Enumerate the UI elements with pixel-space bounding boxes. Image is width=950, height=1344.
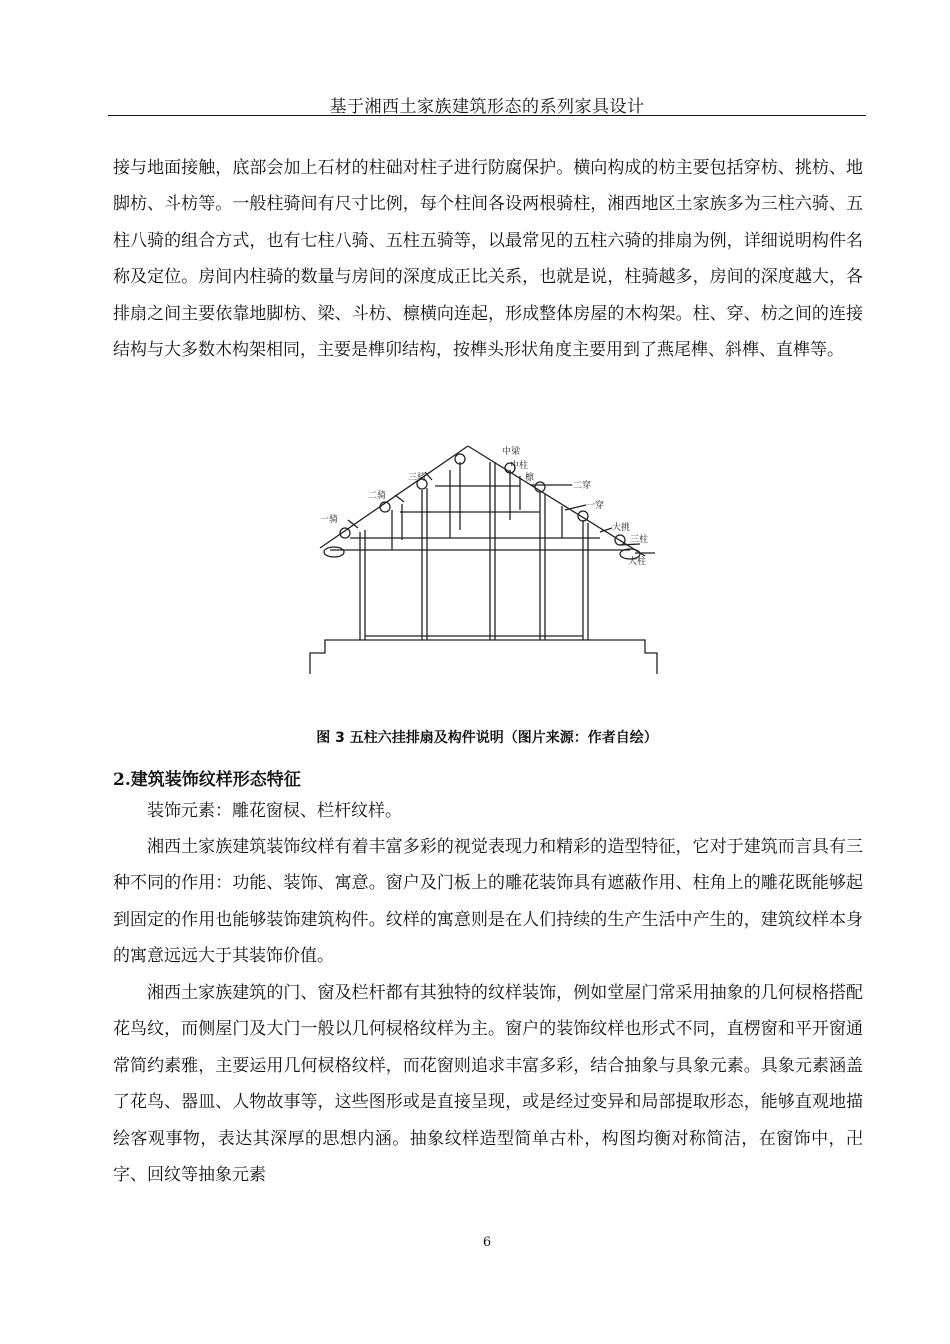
page-number: 6 [482,1235,492,1250]
label-er-qi: 二骑 [368,491,387,501]
cantilever-end [324,547,344,557]
section-heading: 2.建筑装饰纹样形态特征 [113,770,301,790]
label-leader [395,495,404,502]
paragraph-1: 接与地面接触，底部会加上石材的柱础对柱子进行防腐保护。横向构成的枋主要包括穿枋、挑枋、地脚枋、斗枋等。一般柱骑间有尺寸比例，每个柱间各设两根骑柱，湘西地区土家族多为三柱六骑、五柱八骑的组合方式，也有七柱八骑、五柱五骑等，以最常见的五柱六骑的排扇为例，详细说明构件名称及定位。房间内柱骑的数量与房间的深度成正比关系，也就是说，柱骑越多，房间的深度越大，各排扇之间主要依靠地脚枋、梁、斗枋、檩横向连起，形成整体房屋的木构架。柱、穿、枋之间的连接结构与大多数木构架相同，主要是榫卯结构，按榫头形状角度主要用到了燕尾榫、斜榫、直榫等。 [113,158,863,361]
label-liang: 中梁 [502,447,521,457]
label-zhong-zhu: 中柱 [510,461,529,471]
frame-structure-figure [300,440,660,710]
label-leader [348,520,358,528]
label-san-qi: 三骑 [408,473,427,483]
label-yi-qi: 一骑 [320,515,339,525]
roof-left-slope [320,446,468,548]
frame-structure-drawing [300,440,660,710]
header-rule [108,115,866,116]
paragraph-3: 湘西土家族建筑装饰纹样有着丰富多彩的视觉表现力和精彩的造型特征，它对于建筑而言具有三种不同的作用：功能、装饰、寓意。窗户及门板上的雕花装饰具有遮蔽作用、柱角上的雕花既能够起到固定的作用也能够装饰建筑构件。纹样的寓意则是在人们持续的生产生活中产生的，建筑纹样本身的寓意远远大于其装饰价值。 [113,837,863,967]
figure-caption: 图 3 五柱六挂排扇及构件说明（图片来源：作者自绘） [316,730,658,746]
label-da-zhu: 大柱 [628,557,647,567]
label-jin: 檩 [525,473,535,483]
label-san-zhu: 三柱 [630,535,649,545]
base-platform [310,640,657,674]
label-tiao: 大挑 [612,523,631,533]
paragraph-2: 装饰元素：雕花窗棂、栏杆纹样。 [147,801,402,821]
label-yi-chuan: 一穿 [586,501,605,511]
paragraph-4: 湘西土家族建筑的门、窗及栏杆都有其独特的纹样装饰，例如堂屋门常采用抽象的几何棂格搭配花鸟纹，而侧屋门及大门一般以几何棂格纹样为主。窗户的装饰纹样也形式不同，直楞窗和平开窗通常简约素雅，主要运用几何棂格纹样，而花窗则追求丰富多彩，结合抽象与具象元素。具象元素涵盖了花鸟、器皿、人物故事等，这些图形或是直接呈现，或是经过变异和局部提取形态，能够直观地描绘客观事物，表达其深厚的思想内涵。抽象纹样造型简单古朴，构图均衡对称简洁，在窗饰中，卍字、回纹等抽象元素 [113,983,863,1186]
running-header: 基于湘西土家族建筑形态的系列家具设计 [329,97,645,117]
label-er-chuan: 二穿 [573,481,592,491]
